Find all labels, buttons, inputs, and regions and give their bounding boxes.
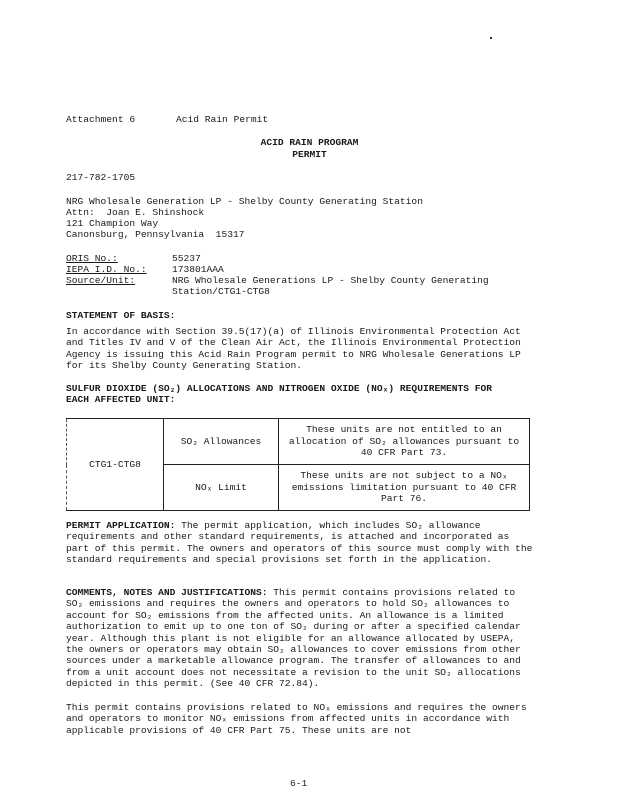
permit-title: PERMIT [292,149,327,160]
application-paragraph [66,520,536,566]
basis-text: In accordance with Section 39.5(17)(a) of Illinois Environmental Protection Act and Titles IV and V of the Clean Air Act, the Illinois Environmental Protection Agency is issuing this Acid Rain Program permit to NRG Wholesale Generations LP for its Shelby County Generating Station. [66,326,521,372]
nox-desc-cell: These units are not subject to a NOₓ emissions limitation pursuant to 40 CFR Part 76. [279,465,530,511]
nox-label-cell: NOₓ Limit [164,465,279,511]
phone-number: 217-782-1705 [66,172,136,183]
source-value: NRG Wholesale Generations LP - Shelby County Generating [172,275,489,286]
iepa-label: IEPA I.D. No.: [66,264,147,275]
so2-row [67,419,530,465]
oris-label: ORIS No.: [66,253,118,264]
comments-heading: COMMENTS, NOTES AND JUSTIFICATIONS: [66,587,268,598]
city-state-zip: Canonsburg, Pennsylvania 15317 [66,229,245,240]
attention-line: Attn: Joan E. Shinshock [66,207,205,218]
comments-paragraph [66,587,536,690]
stray-mark [490,37,492,39]
so2-desc-cell: These units are not entitled to an allocation of SO₂ allowances pursuant to 40 CFR Part 73. [279,419,530,465]
comments-body: This permit contains provisions related to SO₂ emissions and requires the owners and operators to hold SO₂ allowances to account for SO₂ emissions from the affected units. An allowance is a limited authorization to emit up to one ton of SO₂ during or after a specified calendar year. Although this plant is not eligible for an allowance allocated by USEPA, the owners or operators may obtain SO₂ allowances to cover emissions from other sources under a marketable allowance program. The transfer of allowances to and from a unit account does not necessitate a revision to the unit SO₂ allocations depicted in this permit. (See 40 CFR 72.84). [66,587,521,690]
unit-cell: CTG1-CTG8 [67,419,164,511]
requirements-table [66,418,530,511]
comments-text-2: This permit contains provisions related to NOₓ emissions and requires the owners and operators to monitor NOₓ emissions from affected units in accordance with applicable provisions of 40 CFR Part 75. These units are not [66,702,527,736]
application-heading: PERMIT APPLICATION: [66,520,176,531]
source-value-cont: Station/CTG1-CTG8 [172,286,270,297]
application-body: The permit application, which includes SO₂ allowance requirements and other standard requirements, is attached and incorporated as part of this permit. The owners and operators of this source must comply with the standard requirements and special provisions set forth in the application. [66,520,533,566]
page-number: 6-1 [290,778,308,789]
program-title: ACID RAIN PROGRAM [260,137,359,148]
so2-label-cell: SO₂ Allowances [164,419,279,465]
street-address: 121 Champion Way [66,218,159,229]
comments-text [66,587,536,690]
company-name: NRG Wholesale Generation LP - Shelby County Generating Station [66,196,423,207]
basis-heading: STATEMENT OF BASIS: [66,310,176,321]
requirements-heading-2: EACH AFFECTED UNIT: [66,394,176,405]
attachment-label: Attachment 6 [66,114,136,125]
source-label: Source/Unit: [66,275,136,286]
comments-paragraph-2 [66,702,536,736]
attachment-title: Acid Rain Permit [176,114,269,125]
requirements-heading-1: SULFUR DIOXIDE (SO₂) ALLOCATIONS AND NITROGEN OXIDE (NOₓ) REQUIREMENTS FOR [66,383,493,394]
oris-value: 55237 [172,253,201,264]
iepa-value: 173801AAA [172,264,224,275]
basis-paragraph [66,326,536,372]
application-text [66,520,536,566]
